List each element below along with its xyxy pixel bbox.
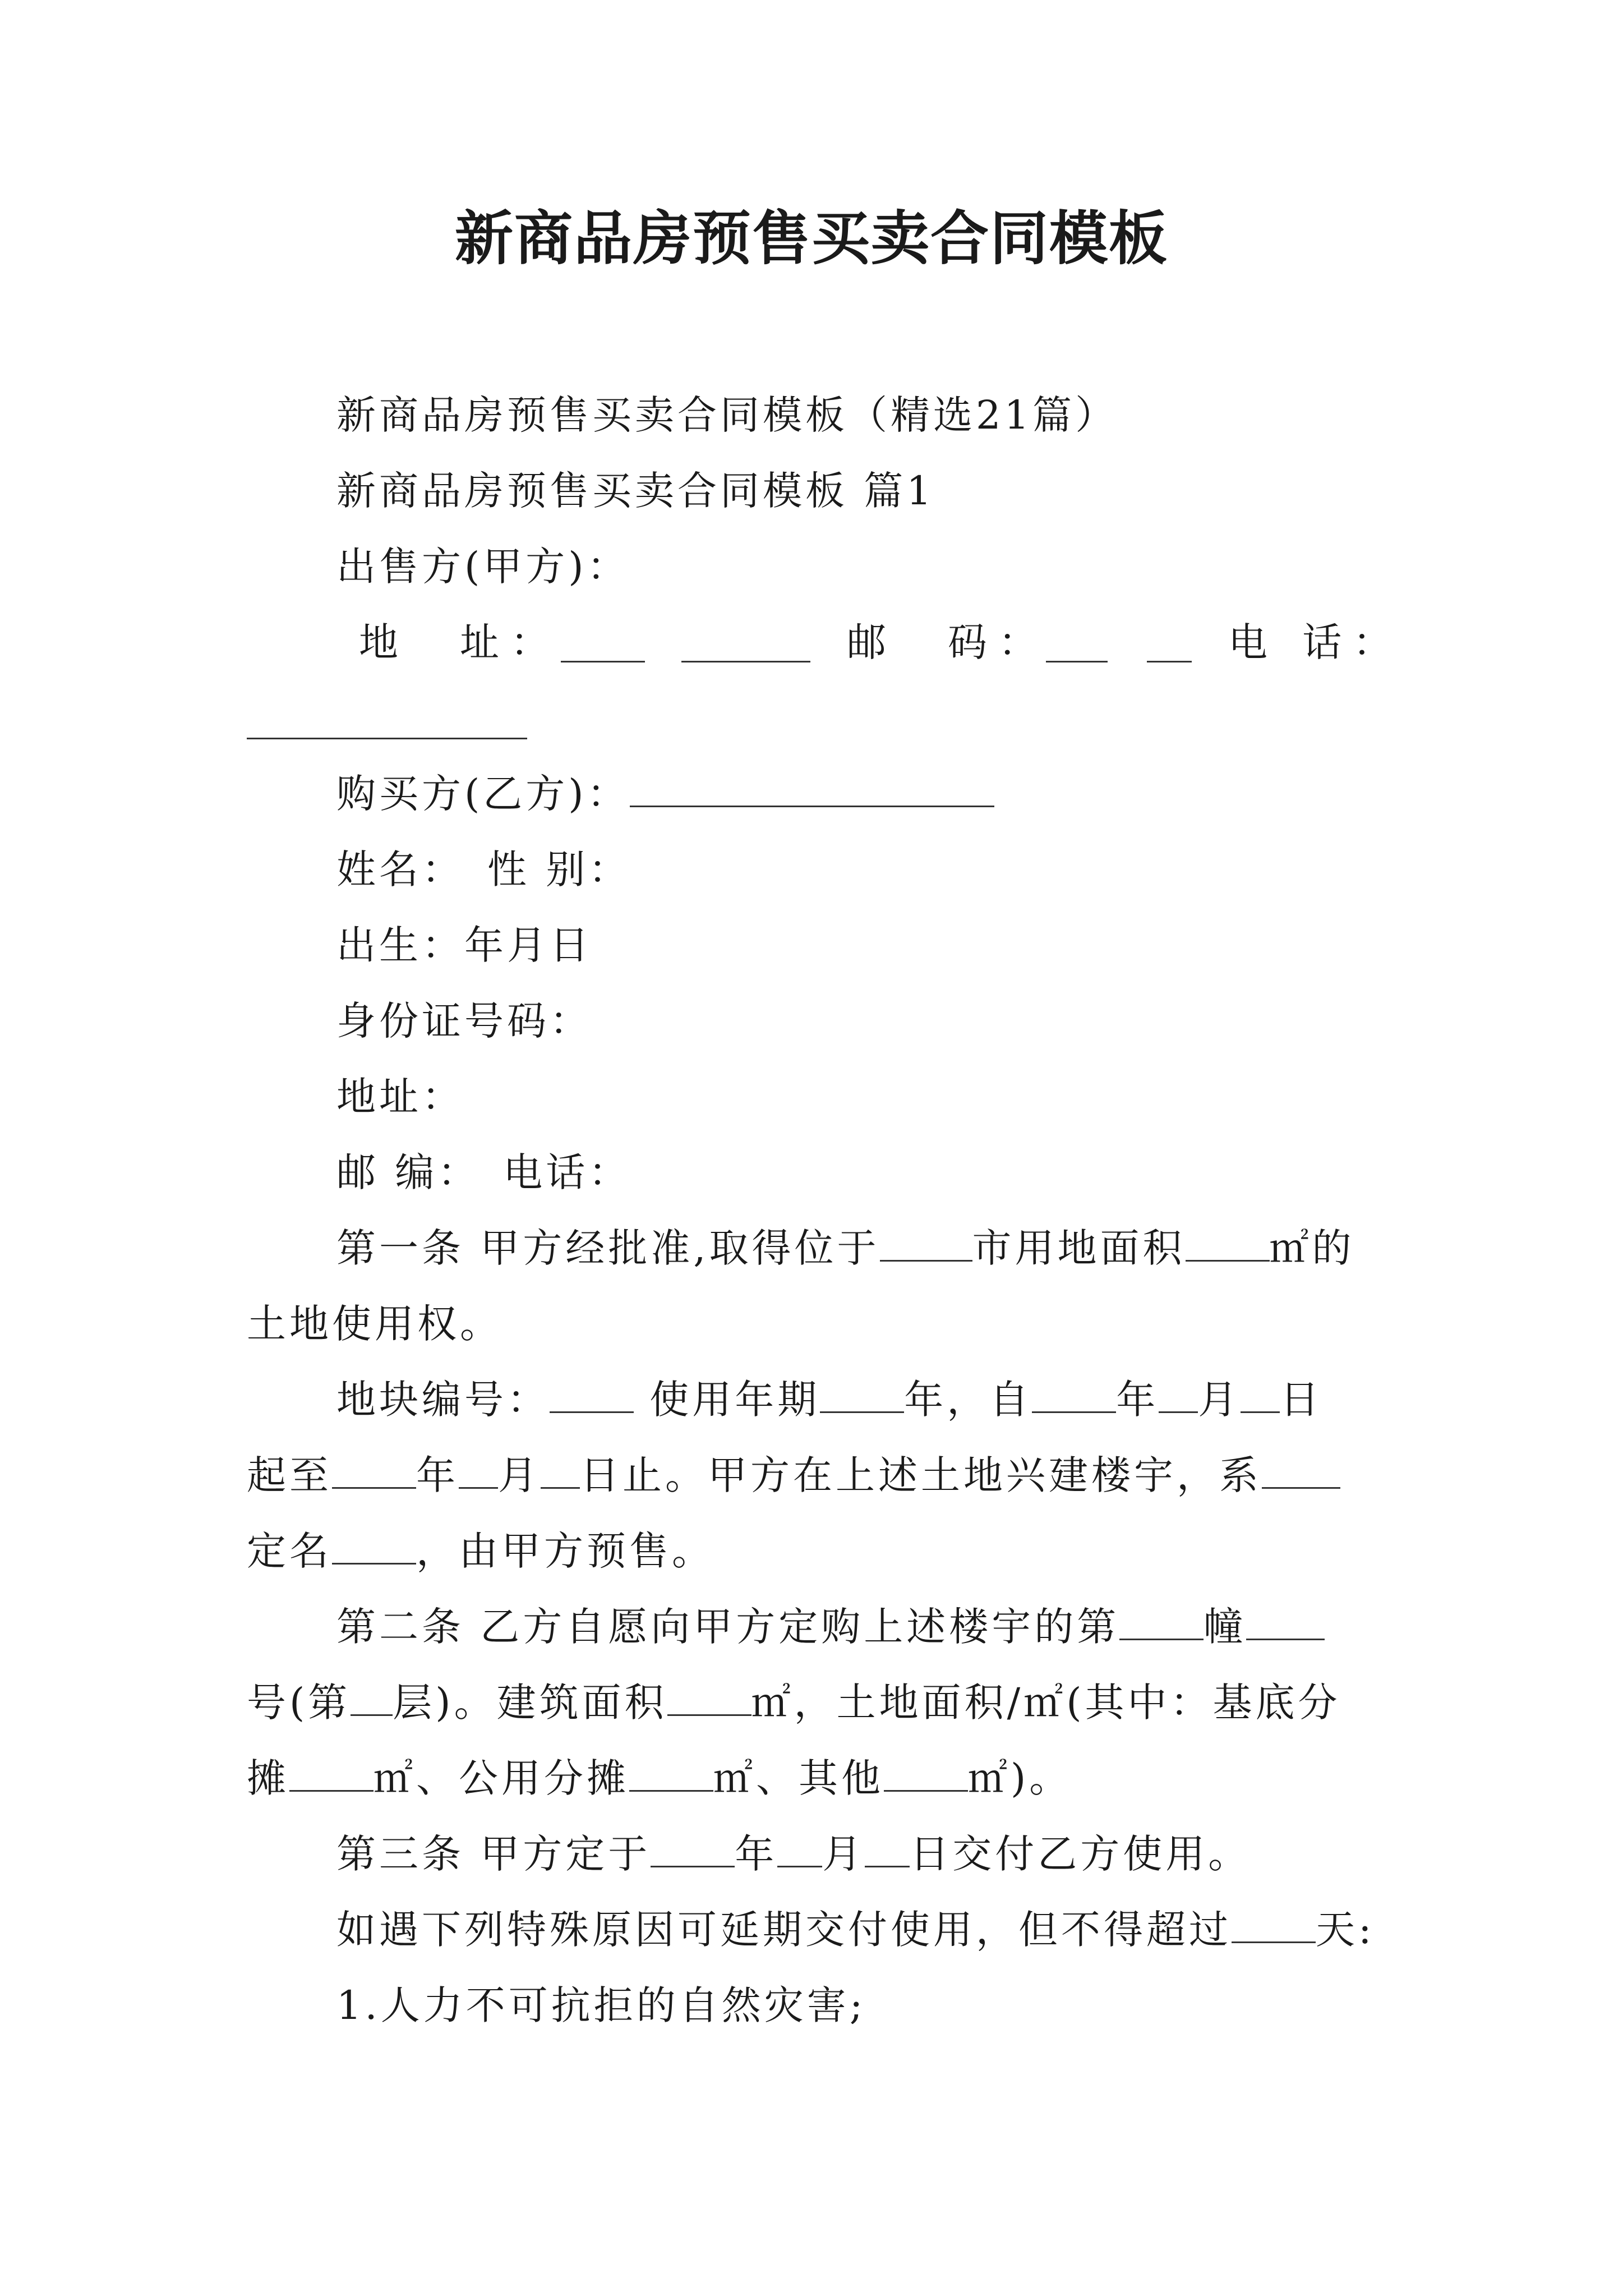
text: ㎡，土地面积/㎡(其中：基底分 <box>751 1680 1341 1726</box>
blank-line <box>459 1448 498 1489</box>
blank-line <box>351 1675 393 1716</box>
blank-line <box>289 1751 374 1792</box>
plot-info-line-2 <box>247 1447 1340 1503</box>
blank-line <box>820 1372 904 1413</box>
blank-line <box>247 738 527 739</box>
text: 日止。甲方在上述土地兴建楼宇，系 <box>580 1452 1262 1498</box>
blank-line <box>1246 1599 1325 1640</box>
text: 年 <box>416 1452 459 1498</box>
blank-line <box>332 1448 416 1489</box>
article-1-line-2 <box>247 1296 502 1352</box>
text: 如遇下列特殊原因可延期交付使用，但不得超过 <box>336 1907 1232 1953</box>
document-title: 新商品房预售买卖合同模板 <box>454 204 1168 273</box>
article-2-line-2 <box>247 1674 1341 1731</box>
text: 土地使用权。 <box>247 1301 502 1347</box>
text: ㎡的 <box>1269 1225 1355 1271</box>
text: 1.人力不可抗拒的自然灾害; <box>336 1982 866 2028</box>
article-3-line-1 <box>336 1826 1251 1882</box>
blank-line <box>561 661 645 662</box>
blank-line <box>1046 661 1108 662</box>
blank-line <box>629 1751 713 1792</box>
text: 地 址： <box>359 619 561 665</box>
text: ㎡、公用分摊 <box>374 1755 629 1801</box>
text: 邮 码： <box>847 619 1049 665</box>
text: 邮 编： 电话： <box>336 1149 631 1195</box>
buyer-id-number <box>336 993 592 1049</box>
text: 第一条 甲方经批准,取得位于 <box>336 1225 880 1271</box>
buyer-name-gender <box>336 841 631 898</box>
blank-line <box>1159 1372 1198 1413</box>
article-1-line-1 <box>336 1220 1355 1276</box>
blank-line <box>332 1524 416 1565</box>
text: 定名 <box>247 1528 332 1574</box>
subtitle-line <box>336 387 1118 443</box>
text: 地址： <box>336 1074 464 1120</box>
text: 月 <box>822 1831 865 1877</box>
blank-line <box>865 1826 910 1867</box>
buyer-label <box>336 766 994 822</box>
text: 第二条 乙方自愿向甲方定购上述楼宇的第 <box>336 1604 1120 1650</box>
text: ㎡)。 <box>968 1755 1072 1801</box>
blank-line <box>630 766 994 807</box>
text: 市用地面积 <box>972 1225 1186 1271</box>
text: 购买方(乙方)： <box>336 771 630 817</box>
text: 起至 <box>247 1452 332 1498</box>
blank-line <box>1147 661 1192 662</box>
blank-line <box>1119 1599 1204 1640</box>
text: 号(第 <box>247 1680 351 1726</box>
text: ㎡、其他 <box>713 1755 884 1801</box>
plot-info-line-1 <box>336 1372 1322 1428</box>
blank-line <box>880 1221 972 1262</box>
text: 年 <box>1116 1377 1159 1423</box>
blank-line <box>667 1675 751 1716</box>
text: 日交付乙方使用。 <box>910 1831 1251 1877</box>
blank-line <box>1032 1372 1116 1413</box>
section-heading <box>336 463 935 519</box>
text: 使用年期 <box>649 1377 820 1423</box>
seller-postcode-label <box>847 614 1049 670</box>
blank-line <box>884 1751 968 1792</box>
text: 身份证号码： <box>336 998 592 1044</box>
text: 出生：年月日 <box>336 922 592 968</box>
blank-line <box>1232 1902 1316 1943</box>
text: 地块编号： <box>336 1377 550 1423</box>
text: 月 <box>1198 1377 1241 1423</box>
blank-line <box>1262 1448 1340 1489</box>
blank-line <box>651 1826 735 1867</box>
text: 幢 <box>1204 1604 1247 1650</box>
buyer-address <box>336 1069 464 1125</box>
blank-line <box>777 1826 822 1867</box>
text: 出售方(甲方)： <box>336 544 630 590</box>
text: 月 <box>498 1452 541 1498</box>
buyer-birth <box>336 917 592 973</box>
seller-label <box>336 539 630 595</box>
seller-phone-label <box>1228 614 1403 670</box>
blank-line <box>550 1372 634 1413</box>
text: 日 <box>1280 1377 1323 1423</box>
text: 新商品房预售买卖合同模板（精选21篇） <box>336 392 1118 438</box>
text: 电 话： <box>1228 619 1404 665</box>
article-2-line-3 <box>247 1750 1072 1806</box>
text: ，由甲方预售。 <box>416 1528 714 1574</box>
text: 姓名： 性 别： <box>336 846 631 892</box>
blank-line <box>1186 1221 1270 1262</box>
delay-clause <box>336 1902 1375 1958</box>
text: 层)。建筑面积 <box>393 1680 667 1726</box>
blank-line <box>681 661 810 662</box>
text: 年 <box>735 1831 778 1877</box>
delay-reason-1 <box>336 1977 866 2033</box>
blank-line <box>1241 1372 1280 1413</box>
seller-address-label <box>359 614 561 670</box>
text: 摊 <box>247 1755 289 1801</box>
text: 新商品房预售买卖合同模板 篇1 <box>336 468 935 514</box>
text: 年，自 <box>904 1377 1032 1423</box>
text: 天: <box>1316 1907 1375 1953</box>
article-2-line-1 <box>336 1599 1325 1655</box>
buyer-postcode-phone <box>336 1144 631 1200</box>
text: 第三条 甲方定于 <box>336 1831 651 1877</box>
plot-info-line-3 <box>247 1523 714 1579</box>
blank-line <box>541 1448 580 1489</box>
